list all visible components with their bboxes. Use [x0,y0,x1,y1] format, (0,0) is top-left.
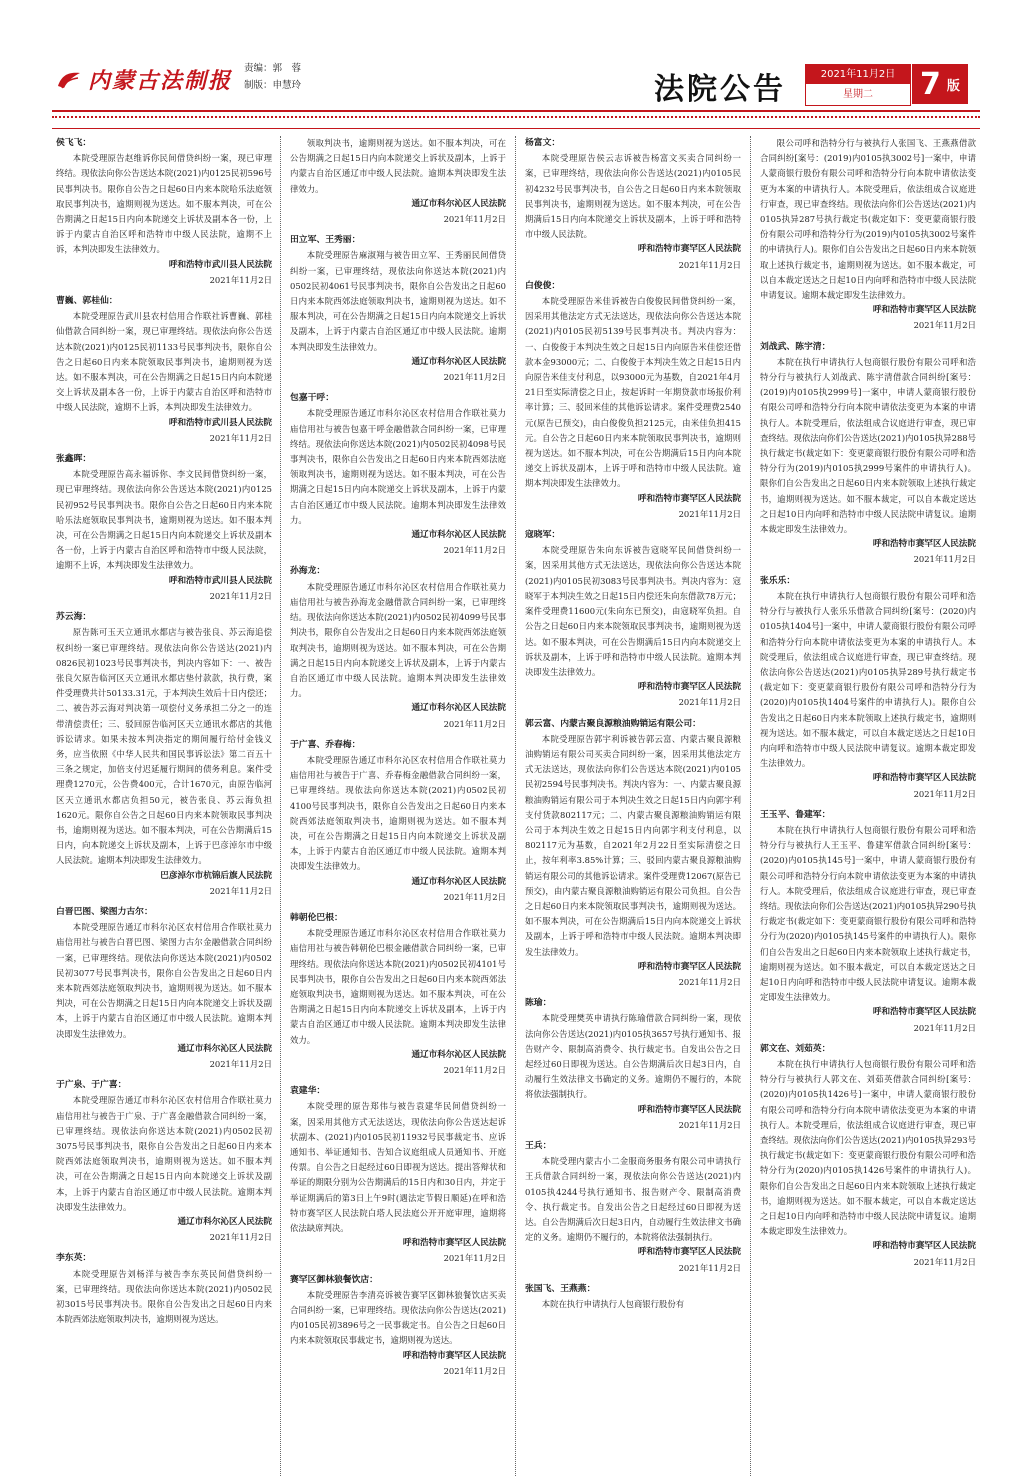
issue-date-box [805,64,911,106]
notice-body: 原告陈可玉天立通讯水都店与被告张良、苏云海追偿权纠纷一案已审理终结。现依法向你公告送达(2021)内0826民初1023号民事判决书，判决内容如下：一、被告张良欠原告临河区天立通讯水都店垫付款款，执行费，案件受理费共计50133.31元，于本判决生效后十日内偿还；二、被告苏云海对判决第一项偿付义务承担二分之一的连带清偿责任；三、驳回原告临河区天立通讯水都店的其他诉讼请求。如果未按本判决指定的期间履行给付金钱义务，应当依照《中华人民共和国民事诉讼法》第二百五十三条之规定，加倍支付迟延履行期间的债务利息。案件受理费1270元，公告费400元，合计1670元，由原告临河区天立通讯水都店负担50元，被告张良、苏云海负担1620元。限你自公告之日起60日内来本院领取民事判决书，逾期则视为送达。如不服本判决，可在公告期满后15日内，向本院递交上诉状及副本，上诉于巴彦淖尔市中级人民法院。逾期本判决即发生法律效力。 [56,627,272,866]
court-notice [290,1273,506,1379]
notice-date: 2021年11月2日 [443,545,506,556]
column-divider [515,136,516,1476]
notice-body: 本院受理原告通辽市科尔沁区农村信用合作联社莫力庙信用社与被告孙海龙金融借款合同纠纷一案，已审理终结。现依法向你送达本院(2021)内0502民初4099号民事判决书，限你自公告发出之日起60日内来本院西郊法庭领取判决书，逾期则视为送达。如不服本判决，可在公告期满之日起15日内向本院递交上诉状及副本，上诉于内蒙古自治区通辽市中级人民法院。逾期本判决即发生法律效力。 [290,581,506,699]
notice-body: 领取判决书，逾期则视为送达。如不服本判决，可在公告期满之日起15日内向本院递交上诉状及副本，上诉于内蒙古自治区通辽市中级人民法院。逾期本判决即发生法律效力。 [290,138,506,194]
notice-addressee: 孙海龙： [290,566,326,577]
notice-addressee: 张国飞、王燕燕： [525,1283,596,1294]
court-notice [290,738,506,905]
notice-addressee: 白晋巴图、梁图力古尔： [56,906,153,917]
notice-court: 通辽市科尔沁区人民法院 [411,198,506,209]
notice-date: 2021年11月2日 [678,697,741,708]
notice-date: 2021年11月2日 [678,259,741,270]
notice-court: 呼和浩特市赛罕区人民法院 [872,773,976,784]
notice-body: 本院受理原告高永福诉你、李文民间借贷纠纷一案，现已审理终结。现依法向你公告送达本院(2021)内0125民初952号民事判决书。限你自公告之日起60日内来本院哈乐法庭领取民事判决书，逾期则视为送达。如不服本判决，可在公告期满之日起15日内向本院递交上诉状及副本各一份，上诉于内蒙古自治区呼和浩特市中级人民法院，逾期不上诉，本判决即发生法律效力。 [56,469,272,571]
notice-court: 呼和浩特市赛罕区人民法院 [637,493,741,504]
notice-column-1 [56,136,272,1476]
court-notice [290,1084,506,1266]
court-notice [56,1251,272,1327]
notice-body: 本院在执行申请执行人包商银行股份有限公司呼和浩特分行与被执行人郭文在、刘茹英借款合同纠纷[案号：(2020)内0105执1426号]一案中，申请人蒙商银行股份有限公司呼和浩特分行向本院申请依法变更为本案的申请执行人。本院受理后，依法组成合议庭进行审查，现已审查终结。现依法向你们公告送达(2021)内0105执异293号执行裁定书(裁定如下：变更蒙商银行股份有限公司呼和浩特分行为(2020)内0105执1426号案件的申请执行人)。限你们自公告发出之日起60日内来本院领取上述执行裁定书，逾期则视为送达。如不服本裁定，可以自本裁定送达之日起10日内向呼和浩特市中级人民法院申请复议。逾期本裁定即发生法律效力。 [760,1058,976,1237]
notice-date: 2021年11月2日 [443,891,506,902]
notice-date: 2021年11月2日 [678,508,741,519]
notice-addressee: 寇晓军： [525,530,561,541]
notice-date: 2021年11月2日 [913,554,976,565]
notice-body: 本院受理原告通辽市科尔沁区农村信用合作联社莫力庙信用社与被告于广喜、乔春梅金融借款合同纠纷一案，已审理终结。现依法向你送达本院(2021)内0502民初4100号民事判决书，限你自公告发出之日起60日内来本院西郊法庭领取判决书，逾期则视为送达。如不服本判决，可在公告期满之日起15日内向本院递交上诉状及副本，上诉于内蒙古自治区通辽市中级人民法院。逾期本判决即发生法律效力。 [290,754,506,872]
court-notice [760,136,976,334]
court-notice [290,391,506,558]
notice-court: 呼和浩特市赛罕区人民法院 [637,1247,741,1258]
notice-addressee: 郭云富、内蒙古聚良源粮油购销运有限公司： [525,718,701,729]
producer-line: 制版：申慧玲 [244,80,302,91]
notice-addressee: 韩朝伦巴根： [290,912,343,923]
page-label: 版 [946,78,960,94]
notice-addressee: 李东英： [56,1253,92,1264]
notice-court: 呼和浩特市赛罕区人民法院 [872,1007,976,1018]
court-notice [525,528,741,710]
notice-court: 呼和浩特市武川县人民法院 [168,417,272,428]
notice-addressee: 侯飞飞： [56,138,92,148]
notice-court: 呼和浩特市赛罕区人民法院 [637,1104,741,1115]
logo-emblem-icon [56,70,82,90]
column-divider [280,136,281,1476]
notice-date: 2021年11月2日 [443,1253,506,1264]
notice-court: 巴彦淖尔市杭锦后旗人民法院 [160,870,272,881]
notice-court: 呼和浩特市赛罕区人民法院 [637,682,741,693]
notice-court: 通辽市科尔沁区人民法院 [411,356,506,367]
court-notice [290,911,506,1078]
court-notice [760,1042,976,1270]
notice-court: 通辽市科尔沁区人民法院 [411,530,506,541]
logo-text: 内蒙古法制报 [88,68,233,94]
notice-addressee: 张鑫晖： [56,454,92,465]
notice-addressee: 王玉平、鲁建军： [760,809,831,820]
court-notice [56,136,272,288]
notice-addressee: 郭文在、刘茹英： [760,1043,831,1054]
notice-court: 呼和浩特市赛罕区人民法院 [402,1350,506,1361]
notice-body: 本院在执行申请执行人包商银行股份有限公司呼和浩特分行与被执行人张乐乐借款合同纠纷[案号：(2020)内0105执1404号]一案中，申请人蒙商银行股份有限公司呼和浩特分行向本院申请依法变更为本案的申请执行人。本院受理后，依法组成合议庭进行审查，现已审查终结。现依法向你公告送达(2021)内0105执异289号执行裁定书(裁定如下：变更蒙商银行股份有限公司呼和浩特分行为(2020)内0105执1404号案件的申请执行人)。限你自公告发出之日起60日内来本院领取上述执行裁定书，逾期则视为送达。如不服本裁定，可以自本裁定送达之日起10日内向呼和浩特市中级人民法院申请复议。逾期本裁定即发生法律效力。 [760,590,976,769]
court-notice [525,1282,741,1312]
editor-credits [244,60,301,94]
court-notice [760,340,976,568]
court-notice [760,574,976,802]
notice-body: 本院受理原告通辽市科尔沁区农村信用合作联社莫力庙信用社与被告包嘉干呼金融借款合同纠纷一案，已审理终结。现依法向你送达本院(2021)内0502民初4098号民事判决书，限你自公告发出之日起60日内来本院西郊法庭领取判决书，逾期则视为送达。如不服本判决，可在公告期满之日起15日内向本院递交上诉状及副本，上诉于内蒙古自治区通辽市中级人民法院。逾期本判决即发生法律效力。 [290,408,506,525]
column-divider [750,136,751,1476]
notice-addressee: 袁建华： [290,1086,326,1097]
notice-addressee: 杨富文： [525,138,561,148]
notice-addressee: 张乐乐： [760,575,796,586]
editor-line: 责编：郭 蓉 [244,63,302,74]
header-thin-rule [52,128,980,129]
notice-date: 2021年11月2日 [443,718,506,729]
notice-addressee: 于广泉、于广喜： [56,1080,127,1091]
notice-date: 2021年11月2日 [913,1256,976,1267]
notice-date: 2021年11月2日 [443,1365,506,1376]
notice-body: 本院受理的原告郑伟与被告袁建华民间借贷纠纷一案，因采用其他方式无法送达，现依法向你公告送达起诉状副本、(2021)内0105民初11932号民事裁定书、应诉通知书、举证通知书、告知合议庭组成人员通知书、开庭传票。自公告之日起经过60日即视为送达。提出答辩状和举证的期限分别为公告期满后的15日内和30日内，并定于举证期满后的第3日上午9时(遇法定节假日顺延)在呼和浩特市赛罕区人民法院白塔人民法庭公开开庭审理，逾期将依法缺席判决。 [290,1101,506,1234]
notice-date: 2021年11月2日 [913,788,976,799]
notice-court: 通辽市科尔沁区人民法院 [411,1049,506,1060]
notice-body: 本院在执行申请执行人包商银行股份有 [541,1299,685,1310]
notice-court: 呼和浩特市赛罕区人民法院 [402,1238,506,1249]
notice-column-3 [525,136,741,1476]
notice-court: 呼和浩特市赛罕区人民法院 [872,539,976,550]
notice-court: 通辽市科尔沁区人民法院 [411,876,506,887]
notice-addressee: 苏云海： [56,612,92,623]
notice-date: 2021年11月2日 [678,1262,741,1273]
notice-court: 呼和浩特市赛罕区人民法院 [637,244,741,255]
issue-weekday: 星期二 [843,89,873,100]
notice-body: 本院受理原告赵维诉你民间借贷纠纷一案，现已审理终结。现依法向你公告送达本院(2021)内0125民初596号民事判决书。限你自公告之日起60日内来本院哈乐法庭领取民事判决书，逾期则视为送达。如不服本判决，可在公告期满之日起15日内向本院递交上诉状及副本各一份，上诉于内蒙古自治区呼和浩特市中级人民法院，逾期不上诉，本判决即发生法律效力。 [56,153,272,255]
notice-body: 本院受理内蒙古小二金服商务服务有限公司申请执行王兵借款合同纠纷一案，现依法向你公告送达(2021)内0105执4244号执行通知书、报告财产令、限制高消费令、执行裁定书。自发出公告之日起经过60日即视为送达。自公告期满后次日起3日内，自动履行生效法律文书确定的义务。逾期仍不履行的，本院将依法强制执行。 [525,1156,741,1243]
notice-addressee: 白俊俊： [525,280,561,291]
notice-date: 2021年11月2日 [443,372,506,383]
notice-date: 2021年11月2日 [678,976,741,987]
issue-date: 2021年11月2日 [806,65,910,84]
notice-addressee: 包嘉干呼： [290,393,334,404]
notice-date: 2021年11月2日 [209,1232,272,1243]
notice-addressee: 陈瑜： [525,998,552,1009]
newspaper-logo [56,64,232,95]
notice-date: 2021年11月2日 [209,274,272,285]
header-dotted-rule [52,116,980,118]
notice-addressee: 曹巍、郭桂仙： [56,296,118,307]
notice-date: 2021年11月2日 [209,885,272,896]
notice-body: 本院受理原告侯云志诉被告杨富文买卖合同纠纷一案，已审理终结，现依法向你公告送达(2021)内0105民初4232号民事判决书，自公告之日起60日内来本院领取民事判决书，逾期则视为送达。如不服本判决，可在公告期满后15日内向本院递交上诉状及副本，上诉于呼和浩特市中级人民法院。 [525,153,741,240]
notice-date: 2021年11月2日 [209,432,272,443]
notice-date: 2021年11月2日 [913,320,976,331]
notice-body: 本院受理原告通辽市科尔沁区农村信用合作联社莫力庙信用社与被告白晋巴图、梁图力古尔金融借款合同纠纷一案，已审理终结。现依法向你送达本院(2021)内0502民初3077号民事判决书，限你自公告发出之日起60日内来本院西郊法庭领取判决书，逾期则视为送达。如不服本判决，可在公告期满之日起15日内向本院递交上诉状及副本，上诉于内蒙古自治区通辽市中级人民法院。逾期本判决即发生法律效力。 [56,922,272,1039]
notice-court: 呼和浩特市赛罕区人民法院 [637,961,741,972]
section-title: 法院公告 [654,72,786,107]
notice-date: 2021年11月2日 [678,1119,741,1130]
court-notice [56,452,272,604]
court-notice [525,1139,741,1276]
notice-body: 本院在执行申请执行人包商银行股份有限公司呼和浩特分行与被执行人刘战武、陈宇清借款合同纠纷[案号：(2019)内0105执2999号]一案中，申请人蒙商银行股份有限公司呼和浩特分行向本院申请依法变更为本案的申请执行人。本院受理后，依法组成合议庭进行审查，现已审查终结。现依法向你们公告送达(2021)内0105执异288号执行裁定书(裁定如下：变更蒙商银行股份有限公司呼和浩特分行为(2019)内0105执2999号案件的申请执行人)。限你们自公告发出之日起60日内来本院领取上述执行裁定书，逾期则视为送达。如不服本裁定，可以自本裁定送达之日起10日内向呼和浩特市中级人民法院申请复议。逾期本裁定即发生法律效力。 [760,356,976,535]
notice-body: 本院受理原告通辽市科尔沁区农村信用合作联社莫力庙信用社与被告于广泉、于广喜金融借款合同纠纷一案，已审理终结。现依法向你送达本院(2021)内0502民初3075号民事判决书，限你自公告发出之日起60日内来本院西郊法庭领取判决书，逾期则视为送达。如不服本判决，可在公告期满之日起15日内向本院递交上诉状及副本，上诉于内蒙古自治区通辽市中级人民法院。逾期本判决即发生法律效力。 [56,1095,272,1212]
notice-court: 呼和浩特市武川县人民法院 [168,575,272,586]
court-notice [290,136,506,227]
notice-addressee: 刘战武、陈宇清： [760,341,831,352]
page-number-box [912,64,968,104]
notice-body: 本院受理原告武川县农村信用合作联社诉曹巍、郭桂仙借款合同纠纷一案，现已审理终结。现依法向你公告送达本院(2021)内0125民初1133号民事判决书，限你自公告之日起60日内来本院领取民事判决书，逾期则视为送达。如不服本判决，可在公告期满之日起15日内向本院递交上诉状及副本各一份，上诉于内蒙古自治区呼和浩特市中级人民法院，逾期不上诉，本判决即发生法律效力。 [56,311,272,413]
court-notice [56,1078,272,1245]
court-notice [525,279,741,522]
court-notice [525,717,741,991]
notice-date: 2021年11月2日 [913,1022,976,1033]
notice-date: 2021年11月2日 [443,1064,506,1075]
court-notice [525,136,741,273]
notice-body: 本院在执行申请执行人包商银行股份有限公司呼和浩特分行与被执行人王玉平、鲁建军借款合同纠纷[案号：(2020)内0105执145号]一案中，申请人蒙商银行股份有限公司呼和浩特分行向本院申请依法变更为本案的申请执行人。本院受理后，依法组成合议庭进行审查，现已审查终结。现依法向你们公告送达(2021)内0105执异290号执行裁定书(裁定如下：变更蒙商银行股份有限公司呼和浩特分行为(2020)内0105执145号案件的申请执行人)。限你们自公告发出之日起60日内来本院领取上述执行裁定书，逾期则视为送达。如不服本裁定，可以自本裁定送达之日起10日内向呼和浩特市中级人民法院申请复议。逾期本裁定即发生法律效力。 [760,824,976,1003]
notice-column-4 [760,136,976,1476]
notice-body: 本院受理原告朱向东诉被告寇晓军民间借贷纠纷一案，因采用其他方式无法送达，现依法向你公告送达本院(2021)内0105民初3083号民事判决书。判决内容为：寇晓军于本判决生效之日起15日内偿还朱向东借款78万元；案件受理费11600元(朱向东已预交)，由寇晓军负担。自公告之日起60日内来本院领取民事判决书，逾期则视为送达。如不服本判决，可在公告期满后15日内向本院递交上诉状及副本，上诉于呼和浩特市中级人民法院。逾期本判决即发生法律效力。 [525,545,741,677]
notice-body: 本院受理原告刘杨洋与被告李东英民间借贷纠纷一案，已审理终结。现依法向你送达本院(2021)内0502民初3015号民事判决书。限你自公告发出之日起60日内来本院西郊法庭领取判决书，逾期则视为送达。 [56,1268,272,1325]
notice-date: 2021年11月2日 [209,590,272,601]
court-notice [56,610,272,899]
notice-body: 本院受理原告通辽市科尔沁区农村信用合作联社莫力庙信用社与被告韩朝伦巴根金融借款合同纠纷一案，已审理终结。现依法向你送达本院(2021)内0502民初4101号民事判决书，限你自公告发出之日起60日内来本院西郊法庭领取判决书，逾期则视为送达。如不服本判决，可在公告期满之日起15日内向本院递交上诉状及副本，上诉于内蒙古自治区通辽市中级人民法院。逾期本判决即发生法律效力。 [290,928,506,1045]
notice-court: 呼和浩特市赛罕区人民法院 [872,1241,976,1252]
notice-body: 本院受理原告麻淑翔与被告田立军、王秀丽民间借贷纠纷一案，已审理终结，现依法向你送达本院(2021)内0502民初4061号民事判决书，限你自公告发出之日起60日内来本院西郊法庭领取判决书，逾期则视为送达。如不服本判决，可在公告期满之日起15日内向本院递交上诉状及副本，上诉于内蒙古自治区通辽市中级人民法院。逾期本判决即发生法律效力。 [290,250,506,352]
notice-body: 限公司呼和浩特分行与被执行人张国飞、王燕燕借款合同纠纷[案号：(2019)内0105执3002号]一案中，申请人蒙商银行股份有限公司呼和浩特分行向本院申请依法变更为本案的申请执行人。本院受理后，依法组成合议庭进行审查，现已审查终结。现依法向你们公告送达(2021)内0105执异287号执行裁定书(裁定如下：变更蒙商银行股份有限公司呼和浩特分行为(2019)内0105执3002号案件的申请执行人)。限你们自公告发出之日起60日内来本院领取上述执行裁定书，逾期则视为送达。如不服本裁定，可以自本裁定送达之日起10日内向呼和浩特市中级人民法院申请复议。逾期本裁定即发生法律效力。 [760,138,976,301]
notice-addressee: 于广喜、乔春梅： [290,739,361,750]
notice-court: 呼和浩特市武川县人民法院 [168,259,272,270]
notice-body: 本院受理原告米佳诉被告白俊俊民间借贷纠纷一案，因采用其他法定方式无法送达，现依法向你公告送达本院(2021)内0105民初5139号民事判决书。判决内容为：一、白俊俊于本判决生效之日起15日内向原告米佳偿还借款本金93000元；二、白俊俊于本判决生效之日起15日内向原告米佳支付利息，以93000元为基数，自2021年4月21日至实际清偿之日止，按起诉时一年期贷款市场报价利率计算；三、驳回米佳的其他诉讼请求。案件受理费2540元(原告已预交)，由白俊俊负担2125元，由米佳负担415元。自公告之日起60日内来本院领取民事判决书，逾期则视为送达。如不服本判决，可在公告期满后15日内向本院递交上诉状及副本，上诉于呼和浩特市中级人民法院。逾期本判决即发生法律效力。 [525,296,741,489]
notice-body: 本院受理原告李清亮诉被告赛罕区御林狼餐饮店买卖合同纠纷一案，已审理终结。现依法向你公告送达(2021)内0105民初3896号之一民事裁定书。自公告之日起60日内来本院领取民事裁定书，逾期则视为送达。 [290,1289,506,1346]
court-notice [760,808,976,1036]
page-header [0,0,1024,112]
notice-column-2 [290,136,506,1476]
court-notice [525,996,741,1133]
notice-addressee: 王兵： [525,1141,552,1151]
notice-addressee: 田立军、王秀丽： [290,235,361,246]
notice-court: 通辽市科尔沁区人民法院 [177,1043,272,1054]
court-notice [56,905,272,1072]
court-notice [290,233,506,385]
notice-court: 通辽市科尔沁区人民法院 [411,703,506,714]
court-notice [56,294,272,446]
notice-addressee: 赛罕区御林狼餐饮店： [290,1274,378,1285]
notice-court: 呼和浩特市赛罕区人民法院 [872,305,976,316]
notice-date: 2021年11月2日 [209,1058,272,1069]
notice-date: 2021年11月2日 [443,214,506,225]
notice-court: 通辽市科尔沁区人民法院 [177,1217,272,1228]
header-rule [52,110,980,112]
court-notice [290,564,506,731]
notice-body: 本院受理樊英申请执行陈瑜借款合同纠纷一案，现依法向你公告送达(2021)内0105执3657号执行通知书、报告财产令、限制高消费令、执行裁定书。自发出公告之日起经过60日即视为送达。自公告期满后次日起3日内，自动履行生效法律文书确定的义务。逾期仍不履行的，本院将依法强制执行。 [525,1013,741,1100]
notice-body: 本院受理原告郭宇利诉被告郭云富、内蒙古聚良源粮油购销运有限公司买卖合同纠纷一案，因采用其他法定方式无法送达，现依法向你们公告送达本院(2021)内0105民初2594号民事判决书。判决内容为：一、内蒙古聚良源粮油购销运有限公司于本判决生效之日起15日内向郭宇利支付货款802117元；二、内蒙古聚良源粮油购销运有限公司于本判决生效之日起15日内向郭宇利支付利息，以802117元为基数，自2021年2月22日至实际清偿之日止，按年利率3.85%计算；三、驳回内蒙古聚良源粮油购销运有限公司的其他诉讼请求。案件受理费12067(原告已预交)，由内蒙古聚良源粮油购销运有限公司负担。自公告之日起60日内来本院领取民事判决书，逾期则视为送达。如不服本判决，可在公告期满后15日内向本院递交上诉状及副本，上诉于呼和浩特市中级人民法院。逾期本判决即发生法律效力。 [525,733,741,957]
page-number: 7 [920,66,941,102]
